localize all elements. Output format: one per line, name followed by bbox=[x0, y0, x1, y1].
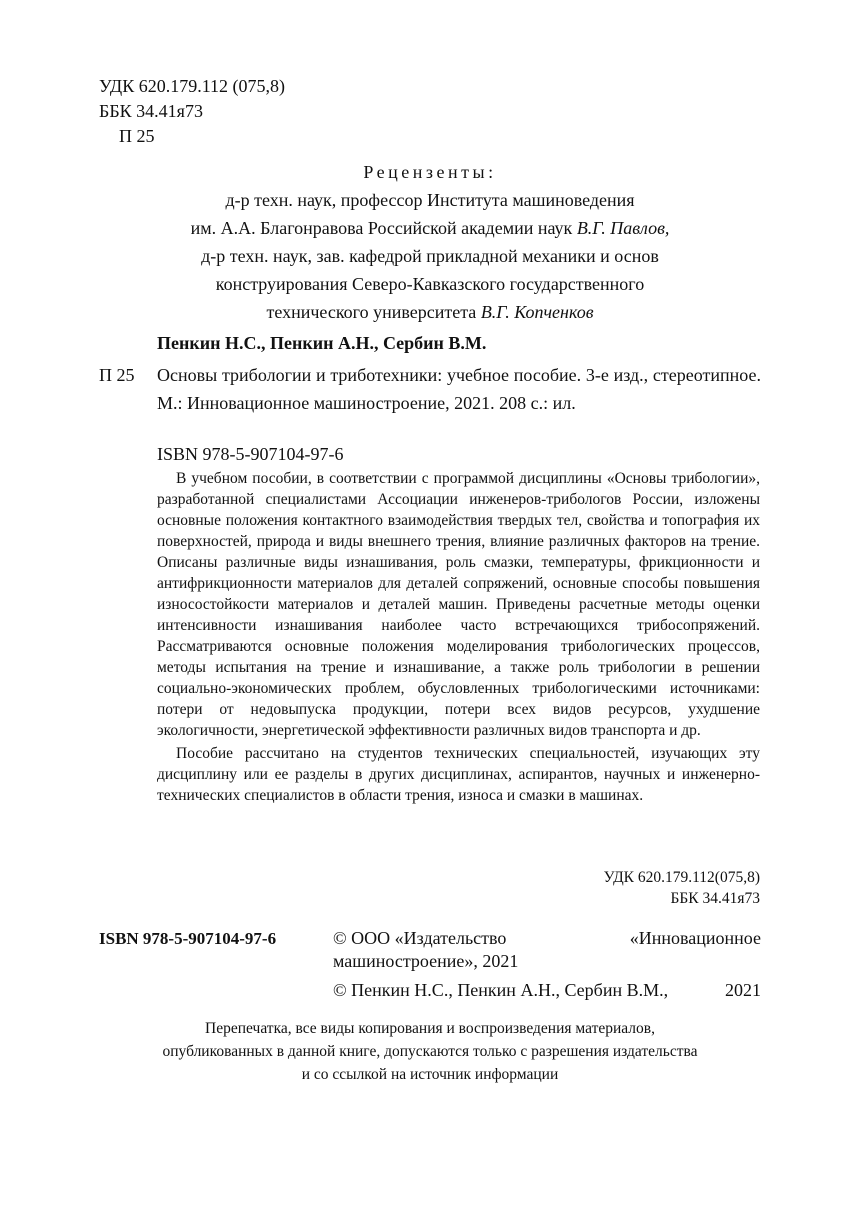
reviewer-2-line-1: д-р техн. наук, зав. кафедрой прикладной механики и основ bbox=[201, 246, 659, 266]
abstract-paragraph-1: В учебном пособии, в соответствии с программой дисциплины «Основы трибологии», разработанной специалистами Ассоциации инженеров-трибологов России, изложены основные положения контактного взаимодействия твердых тел, свойства и топография их поверхностей, природа и виды внешнего трения, влияние различных факторов на трение. Описаны различные виды изнашивания, роль смазки, температуры, фрикционности и антифрикционности материалов для деталей сопряжений, основные способы повышения износостойкости материалов и деталей машин. Приведены расчетные методы оценки интенсивности изнашивания наиболее часто встречающихся трибосопряжений. Рассматриваются основные положения моделирования трибологических процессов, методы испытания на трение и изнашивание, а также роль трибологии в решении социально-экономических проблем, обусловленных трибологическими источниками: потери от недовыпуска продукции, потери всех видов ресурсов, ухудшение экологичности, энергетической эффективности различных видов транспорта и др. bbox=[157, 470, 760, 739]
abstract-udk: УДК 620.179.112(075,8) bbox=[603, 869, 760, 886]
reviewer-2-name: В.Г. Копченков bbox=[480, 302, 594, 322]
publisher-copyright-part-1: © ООО «Издательство bbox=[333, 928, 507, 948]
reprint-notice-line-2: опубликованных в данной книге, допускаются только с разрешения издательства bbox=[162, 1043, 698, 1060]
publisher-copyright bbox=[333, 927, 761, 973]
author-mark: П 25 bbox=[119, 126, 155, 146]
reprint-notice-line-1: Перепечатка, все виды копирования и воспроизведения материалов, bbox=[205, 1020, 655, 1037]
publisher-copyright-part-2: «Инновационное bbox=[629, 928, 761, 948]
authors-copyright bbox=[333, 980, 761, 1001]
abstract bbox=[157, 468, 760, 806]
classification-codes bbox=[99, 74, 285, 149]
bbk-code: ББК 34.41я73 bbox=[99, 101, 203, 121]
bibliographic-entry bbox=[99, 361, 761, 417]
entry-code: П 25 bbox=[99, 365, 135, 385]
entry-description: Основы трибологии и триботехники: учебное пособие. 3-е изд., стереотипное. М.: Инновационное машиностроение, 2021. 208 с.: ил. bbox=[157, 365, 761, 413]
reviewers-heading: Рецензенты: bbox=[363, 162, 497, 182]
reviewer-2-affiliation: технического университета bbox=[266, 302, 481, 322]
abstract-bbk: ББК 34.41я73 bbox=[670, 890, 760, 907]
isbn-line: ISBN 978-5-907104-97-6 bbox=[157, 444, 344, 464]
abstract-paragraph-2: Пособие рассчитано на студентов технических специальностей, изучающих эту дисциплину или ее разделы в других дисциплинах, аспирантов, научных и инженерно-технических специалистов в области трения, износа и смазки в машинах. bbox=[157, 745, 760, 804]
reviewer-1-line-2 bbox=[100, 214, 760, 242]
publisher-copyright-line-2: машиностроение», 2021 bbox=[333, 951, 519, 971]
reprint-notice bbox=[100, 1017, 760, 1086]
reviewers-block bbox=[100, 158, 760, 326]
publisher-copyright-line-1 bbox=[333, 927, 761, 950]
authors-copyright-year: 2021 bbox=[725, 980, 761, 1000]
reviewer-1-affiliation: им. А.А. Благонравова Российской академии наук bbox=[190, 218, 577, 238]
authors-heading: Пенкин Н.С., Пенкин А.Н., Сербин В.М. bbox=[157, 333, 487, 353]
reviewer-2-line-3 bbox=[100, 298, 760, 326]
reviewer-2-line-2: конструирования Северо-Кавказского государственного bbox=[215, 274, 645, 294]
reviewer-1-line-1: д-р техн. наук, профессор Института машиноведения bbox=[225, 190, 635, 210]
isbn-bold: ISBN 978-5-907104-97-6 bbox=[99, 929, 277, 948]
reviewer-1-name: В.Г. Павлов, bbox=[576, 218, 670, 238]
udk-code: УДК 620.179.112 (075,8) bbox=[99, 76, 286, 96]
abstract-codes bbox=[560, 867, 760, 909]
authors-copyright-names: © Пенкин Н.С., Пенкин А.Н., Сербин В.М., bbox=[333, 980, 669, 1000]
reprint-notice-line-3: и со ссылкой на источник информации bbox=[301, 1066, 559, 1083]
